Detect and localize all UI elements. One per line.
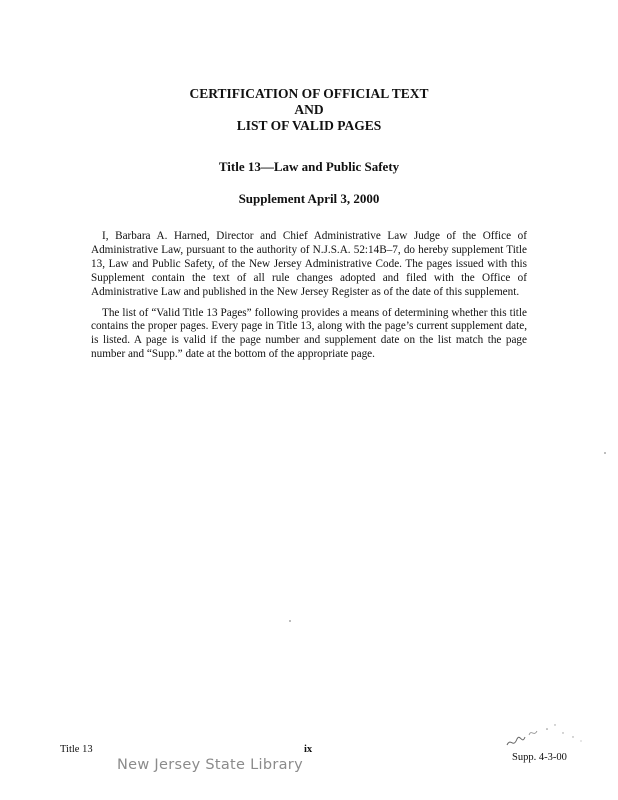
library-stamp: New Jersey State Library bbox=[117, 757, 303, 773]
body-text bbox=[91, 230, 527, 369]
paragraph-certification: I, Barbara A. Harned, Director and Chief Administrative Law Judge of the Office of Administrative Law, pursuant to the authority of N.J.S.A. 52:14B–7, do hereby supplement Title 13, Law and Public Safety, of the New Jersey Administrative Code. The pages issued with this Supplement contain the text of all rule changes adopted and filed with the Office of Administrative Law and published in the New Jersey Register as of the date of this supplement. bbox=[91, 230, 527, 298]
scan-speck bbox=[604, 452, 606, 454]
title-heading: Title 13—Law and Public Safety bbox=[218, 159, 400, 174]
heading-line-2: AND bbox=[294, 102, 324, 117]
paragraph-valid-pages: The list of “Valid Title 13 Pages” following provides a means of determining whether this title contains the proper pages. Every page in Title 13, along with the page’s current supplement date, is listed. A page is valid if the page number and supplement date on the list match the page number and “Supp.” date at the bottom of the appropriate page. bbox=[91, 306, 527, 361]
footer-page-number: ix bbox=[304, 744, 313, 755]
handwritten-mark bbox=[503, 715, 593, 755]
heading-line-1: CERTIFICATION OF OFFICIAL TEXT bbox=[189, 86, 429, 101]
heading-line-3: LIST OF VALID PAGES bbox=[236, 118, 382, 133]
supplement-date-heading: Supplement April 3, 2000 bbox=[238, 191, 380, 206]
footer-supplement-date: Supp. 4-3-00 bbox=[512, 752, 567, 763]
scan-speck bbox=[289, 620, 291, 622]
footer-title: Title 13 bbox=[60, 744, 93, 755]
certification-heading bbox=[0, 86, 618, 134]
